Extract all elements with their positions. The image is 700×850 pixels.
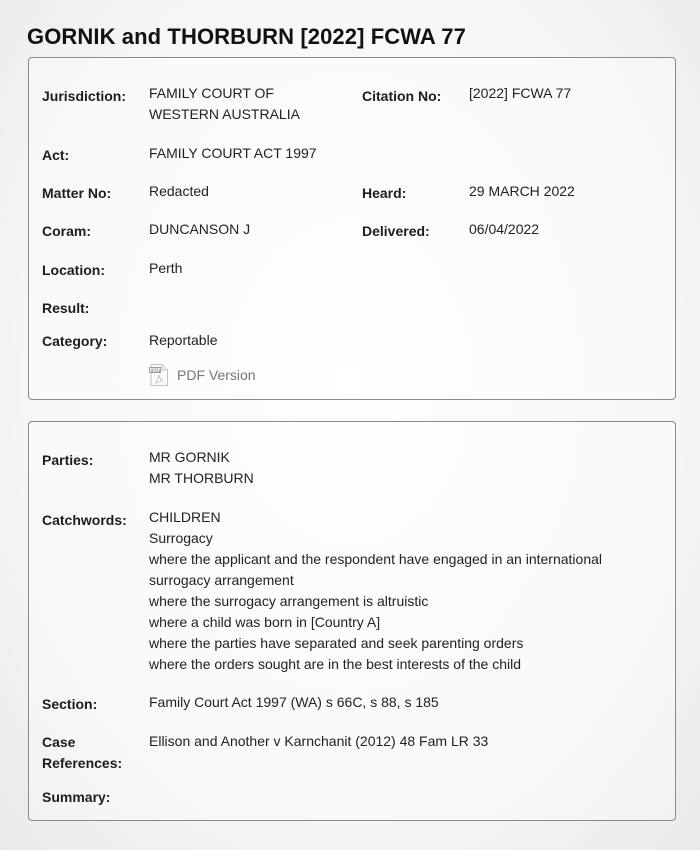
parties-value — [149, 447, 254, 489]
heard-value: 29 MARCH 2022 — [469, 183, 575, 199]
matter-label: Matter No: — [42, 185, 112, 201]
delivered-label: Delivered: — [362, 223, 430, 239]
matter-value: Redacted — [149, 183, 209, 199]
citation-label: Citation No: — [362, 88, 442, 104]
result-label: Result: — [42, 300, 90, 316]
act-value: FAMILY COURT ACT 1997 — [149, 145, 317, 161]
catchword-line: where the parties have separated and seek parenting orders — [149, 635, 524, 651]
citation-value: [2022] FCWA 77 — [469, 85, 572, 101]
catchword-line: surrogacy arrangement — [149, 572, 294, 588]
summary-label: Summary: — [42, 789, 111, 805]
party-name: MR THORBURN — [149, 470, 254, 486]
party-name: MR GORNIK — [149, 449, 230, 465]
case-details-panel — [28, 57, 676, 400]
jurisdiction-line: FAMILY COURT OF — [149, 85, 274, 101]
case-references-label-line: Case — [42, 734, 76, 750]
pdf-version-link[interactable] — [149, 364, 256, 386]
location-value: Perth — [149, 260, 183, 276]
pdf-file-icon — [149, 364, 169, 386]
heard-label: Heard: — [362, 185, 407, 201]
jurisdiction-label: Jurisdiction: — [42, 88, 127, 104]
act-label: Act: — [42, 147, 70, 163]
jurisdiction-value — [149, 83, 300, 125]
section-label: Section: — [42, 696, 98, 712]
parties-label: Parties: — [42, 452, 94, 468]
case-references-value: Ellison and Another v Karnchanit (2012) 48 Fam LR 33 — [149, 733, 489, 749]
coram-value: DUNCANSON J — [149, 221, 251, 237]
pdf-icon-text: PDF — [149, 368, 161, 374]
jurisdiction-line: WESTERN AUSTRALIA — [149, 106, 300, 122]
case-summary-panel — [28, 421, 676, 821]
catchword-line: where the applicant and the respondent have engaged in an international — [149, 551, 603, 567]
case-references-label — [42, 732, 122, 774]
catchword-line: CHILDREN — [149, 509, 221, 525]
page-title: GORNIK and THORBURN [2022] FCWA 77 — [27, 24, 466, 49]
catchwords-label: Catchwords: — [42, 512, 127, 528]
category-label: Category: — [42, 333, 108, 349]
delivered-value: 06/04/2022 — [469, 221, 540, 237]
catchword-line: Surrogacy — [149, 530, 213, 546]
section-value: Family Court Act 1997 (WA) s 66C, s 88, s 185 — [149, 694, 439, 710]
pdf-version-label: PDF Version — [177, 367, 256, 383]
catchword-line: where a child was born in [Country A] — [149, 614, 381, 630]
location-label: Location: — [42, 262, 105, 278]
catchword-line: where the surrogacy arrangement is altruistic — [149, 593, 429, 609]
catchword-line: where the orders sought are in the best interests of the child — [149, 656, 521, 672]
catchwords-value — [149, 507, 602, 675]
category-value: Reportable — [149, 332, 218, 348]
case-references-label-line: References: — [42, 755, 123, 771]
coram-label: Coram: — [42, 223, 92, 239]
